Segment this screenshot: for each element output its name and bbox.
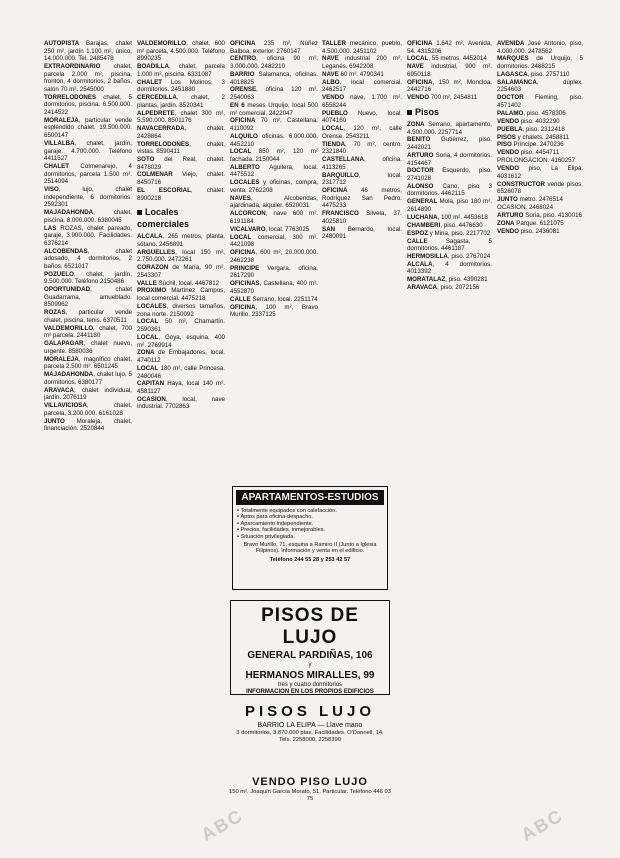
classified-entry: VICALVARO, local. 7763025 [230, 225, 310, 233]
watermark-logo: ABC [197, 805, 247, 845]
classified-entry: CALLE Serrano, local. 2251174 [230, 295, 318, 303]
column-4 [322, 40, 402, 482]
classified-entry: ROZAS, particular vende chalet, piscina, tenis. 6370511 [44, 309, 132, 324]
classified-entry: PISOS y chalets. 2458811 [497, 133, 570, 141]
classified-entry: ORENSE, oficina 120 m². 2540063 [230, 86, 318, 102]
classified-entry: GALAPAGAR, chalet nuevo, urgente. 8580036 [44, 340, 132, 355]
classified-entry: BARRIO Salamanca, oficinas. 4018825 [230, 70, 318, 86]
classified-entry: VENDO nave, 1.700 m². 6558244 [322, 94, 402, 109]
ad-bullet: • Aptos para oficina-despacho. [237, 514, 383, 520]
classified-entry: CALLE Sagasta, 5 dormitorios. 4461187 [407, 237, 492, 253]
classified-entry: LOCAL, Goya, esquina, 400 m². 2769914 [137, 333, 225, 349]
classified-entry: MARQUES de Urquijo, 5 dormitorios. 2488215 [497, 55, 583, 71]
ad-elipa-details: 3 dormitorios, 3.870.000 ptas. Facilidades. O'Donnell, 14. Tels. 2258000, 2258390 [236, 730, 384, 743]
column-1-entries [44, 40, 132, 433]
classified-entry: OFICINAS, Castellana, 400 m². 4552870 [230, 280, 318, 295]
classified-entry: PROLONGACION. 4160257 [497, 157, 576, 165]
classified-entry: ZONA de Embajadores, local. 4740112 [137, 349, 225, 365]
classified-entry: ARAVACA, chalet individual, jardín. 2076119 [44, 386, 132, 402]
classified-entry: OFICINA 1.642 m², Avenida, 54. 4315206 [407, 40, 492, 55]
classified-entry: ARAVACA, piso. 2072156 [407, 284, 480, 292]
classified-entry: VENDO 700 m², 2454811 [407, 94, 478, 102]
classified-entry: PUEBLO Nuevo, local. 4074160 [322, 109, 402, 125]
ad-pisos-address-1: GENERAL PARDIÑAS, 106 [247, 650, 373, 661]
classified-entry: NAVE industrial 200 m², Leganés. 6942208 [322, 55, 402, 71]
classified-entry: MORALEJA, particular vende espléndido chalet. 19.500.000. 6500147 [44, 116, 132, 140]
classified-entry: ALCALA, 265 metros, planta, sótano. 2456891 [137, 233, 225, 248]
section-heading-pisos: Pisos [407, 106, 492, 118]
classified-entry: VENDO piso. 4032290 [497, 117, 560, 125]
classified-entry: LOCALES, diversos tamaños, zona norte. 2150092 [137, 302, 225, 318]
classified-entry: OCASION. 2468024 [497, 203, 554, 211]
classified-entry: DOCTOR Esquerdo, piso. 2741028 [407, 167, 492, 182]
classified-entry: CORAZON de María, 90 m². 2543307 [137, 264, 225, 279]
classified-entry: OFICINA, 150 m², Moncloa. 2442716 [407, 78, 492, 94]
classified-entry: ALCOBENDAS, chalet adosado, 4 dormitorios, 2 baños. 6521017 [44, 247, 132, 270]
classified-entry: VENDO piso. 2436081 [497, 227, 560, 235]
classified-entry: ALCALA, 4 dormitorios. 4013392 [407, 260, 492, 276]
column-5 [407, 40, 492, 848]
ad-pisos-rooms: tres y cuatro dormitorios [277, 682, 343, 688]
classified-entry: OPORTUNIDAD, chalet Guadarrama, amueblado. 8509962 [44, 286, 132, 309]
classified-entry: LOCAL 180 m², calle Princesa. 2480046 [137, 364, 225, 380]
classified-entry: ALBERTO Aguilera, local. 4475512 [230, 163, 318, 179]
classified-entry: VENDO piso, La Elipa. 4031612 [497, 165, 583, 180]
classified-entry: ALPEDRETE, chalet 300 m², 5.590.000. 8501176 [137, 109, 225, 125]
classified-entry: VENDO piso. 4454711 [497, 149, 560, 157]
column-2-entries [137, 40, 225, 202]
section-heading-locales: Locales comerciales [137, 207, 190, 230]
classified-entry: CHALET Colmenarejo, 4 dormitorios, parcela 1.500 m². 2514094 [44, 162, 132, 186]
classified-entry: ARTURO Soria, 4 dormitorios. 4154467 [407, 151, 492, 167]
classified-entry: OFICINA, 600 m², 20.000.000. 2462238 [230, 249, 318, 264]
column-6 [497, 40, 583, 848]
ad-apartamentos-address: Bravo Murillo, 71, esquina a Ramiro II (Junto a Iglesia Filipinos). Información y venta en el edificio. [243, 542, 377, 555]
ad-vendo-title: VENDO PISO LUJO [252, 776, 368, 788]
classified-entry: BARQUILLO, local. 2317712 [322, 171, 402, 187]
column-5-entries-pisos [407, 121, 492, 292]
classified-entry: SAN Bernardo, local. 2480091 [322, 225, 402, 241]
classified-entry: EXTRAORDINARIO chalet, parcela 2.000 m², piscina, frontón, 4 dormitorios, 2 baños, salón 70 m². 2545000 [44, 63, 132, 93]
classified-entry: ALBO, local comercial. 2462517 [322, 78, 402, 94]
classified-entry: BENITO Gutiérrez, piso. 2442021 [407, 136, 492, 152]
classified-entry: VISO, lujo, chalet independiente, 6 dormitorios. 2592301 [44, 186, 132, 209]
classified-entry: POZUELO, chalet, jardín, 9.500.000. Teléfono 2150486 [44, 270, 132, 286]
classified-entry: ZONA Parque. 6121075 [497, 219, 564, 227]
classified-entry: MORALEJA, magnífico chalet, parcela 2.500 m². 6501245 [44, 355, 132, 371]
classified-entry: OFICINA 46 metros, Rodríguez San Pedro. 4475233 [322, 187, 402, 210]
classified-entry: CAPITAN Haya, local 140 m². 4581127 [137, 380, 225, 395]
ad-bullet: • Totalmente equipados con calefacción. [237, 508, 383, 514]
column-4-entries [322, 40, 402, 241]
classified-entry: VALLE Súchil, local. 4467812 [137, 279, 220, 287]
ad-vendo-piso-lujo [228, 775, 392, 803]
classified-entry: EN 6 meses Urquijo, local 500 m² comercial. 2422047 [230, 101, 318, 117]
classified-entry: VALDEMORILLO, chalet, 700 m² parcela. 2441180 [44, 324, 132, 340]
ad-pisos-de-lujo [230, 600, 390, 695]
ad-bullet: • Situación privilegiada. [237, 534, 383, 540]
classified-entry: ALQUILO oficinas. 6.000.000. 4452210 [230, 132, 318, 148]
classified-entry: LOCAL, 120 m², calle Orense. 2543211 [322, 125, 402, 140]
classified-entry: GENERAL Mola, piso 180 m². 2614890 [407, 198, 492, 213]
classified-entry: PALAMO, piso. 4578306 [497, 109, 566, 117]
ad-pisos-de-lujo-title: PISOS DE LUJO [261, 605, 359, 648]
classified-entry: TIENDA, 70 m², centro. 2321840 [322, 140, 402, 156]
column-5-entries [407, 40, 492, 102]
ad-vendo-details: 150 m². Joaquín García Morato, 51. Particular. Teléfono 446 03 75 [229, 789, 391, 802]
column-3-entries [230, 40, 318, 319]
classified-entry: LAGASCA, piso. 2757110 [497, 70, 570, 78]
classified-entry: AUTOPISTA Barajas, chalet 250 m², jardín 1.100 m², único, 14.000.000. Tel. 2485478 [44, 40, 132, 63]
ad-elipa-title: PISOS LUJO [244, 703, 376, 720]
classified-entry: ALCORCON, nave 600 m². 6191184 [230, 210, 318, 225]
classified-entry: MAJADAHONDA, chalet, piscina. 8.000.000. 6380045 [44, 209, 132, 224]
column-2 [137, 40, 225, 848]
classified-entry: HERMOSILLA, piso. 2767024 [407, 253, 491, 260]
classified-entry: JUNTO metro. 2476514 [497, 196, 563, 204]
classified-entry: CHAMBERI, piso. 4476630 [407, 221, 483, 229]
classified-entry: FRANCISCO Silvela, 37. 4025810 [322, 210, 402, 225]
classified-entry: LOCAL comercial, 300 m². 4421098 [230, 233, 318, 249]
column-6-entries [497, 40, 583, 235]
classified-entry: LOCAL, 55 metros. 4452014 [407, 55, 487, 63]
classified-entry: COLMENAR Viejo, chalet. 8450716 [137, 171, 225, 187]
classified-entry: NAVE 60 m². 4790341 [322, 70, 384, 78]
column-2-entries-locales [137, 233, 225, 411]
classified-entry: CERCEDILLA, chalet, 2 plantas, jardín. 8520341 [137, 94, 225, 109]
ad-bullet: • Precios, facilidades, inmejorables. [237, 527, 383, 533]
ad-apartamentos-title: APARTAMENTOS-ESTUDIOS [236, 490, 384, 505]
watermark-logo: ABC [517, 805, 567, 845]
classified-entry: PRINCIPE Vergara, oficina. 2617290 [230, 264, 318, 280]
classified-entry: MAJADAHONDA, chalet lujo, 5 dormitorios. 6380177 [44, 371, 132, 386]
classified-entry: LOCAL 50 m², Chamartín. 2590361 [137, 318, 225, 334]
classified-entry: DOCTOR Fleming, piso. 4571402 [497, 94, 583, 109]
classified-entry: LOCALES y oficinas, compra, venta. 2762208 [230, 179, 318, 194]
classified-entry: CENTRO, oficina 90 m², 3.000.000. 2482210 [230, 55, 318, 71]
classified-entry: OFICINA 235 m², Núñez Balboa, exterior. 2760147 [230, 40, 318, 55]
classified-entry: NAVE industrial, 900 m². 6950118 [407, 63, 492, 78]
ad-pisos-lujo-elipa [230, 703, 390, 744]
classified-entry: ESPOZ y Mina, piso. 2217702 [407, 229, 491, 237]
classified-entry: PUEBLA, piso. 2312418 [497, 125, 565, 133]
classified-entry: TALLER mecánico, pueblo, 4.500.000. 2451102 [322, 40, 402, 55]
classified-entry: EL ESCORIAL, chalet. 8900218 [137, 186, 225, 202]
ad-bullet: • Aparcamiento independiente. [237, 521, 383, 527]
ad-elipa-subtitle: BARRIO LA ELIPA — Llave mano [257, 722, 363, 729]
classified-entry: OCASION, local, nave industrial. 7702863 [137, 395, 225, 411]
classified-entry: AVENIDA José Antonio, piso, 4.000.000. 2478562 [497, 40, 583, 55]
ad-pisos-conj: y [308, 662, 312, 668]
classified-entry: LOCAL 850 m², 120 m² fachada. 2150044 [230, 148, 318, 163]
classified-entry: NAVES, Alcobendas, ajardinada, alquiler. 6520031 [230, 194, 318, 210]
classified-entry: ALONSO Cano, piso 3 dormitorios. 4462115 [407, 182, 492, 198]
classified-entry: TORRELODONES chalet, 5 dormitorios, piscina. 6.500.000. 2414522 [44, 93, 132, 116]
classified-entry: SOTO del Real, chalet. 8476029 [137, 155, 225, 171]
classified-entry: ARGUELLES, local 150 m², 2.750.000. 2472261 [137, 248, 225, 264]
classified-entry: VALDEMORILLO, chalet, 600 m² parcela, 4.500.000. Teléfono 8990235 [137, 40, 225, 63]
classified-entry: TORRELODONES, chalet, vistas. 8590411 [137, 140, 225, 156]
classified-entry: BOADILLA, chalet, parcela 1.000 m², piscina. 6331087 [137, 63, 225, 78]
ad-apartamentos-phone: Teléfono 244 55 28 y 253 42 57 [269, 556, 351, 563]
column-3 [230, 40, 318, 482]
classified-entry: SALAMANCA, dúplex. 2254603 [497, 78, 583, 94]
column-1 [44, 40, 132, 848]
ad-apartamentos-bullets [237, 508, 383, 540]
classified-entry: CONSTRUCTOR vende pisos. 6526078 [497, 180, 583, 196]
classified-entry: LAS ROZAS, chalet pareado, garaje, 3.900.000. Facilidades. 6376214 [44, 224, 132, 247]
classified-entry: CHALET Los Molinos, 3 dormitorios. 2451880 [137, 78, 225, 94]
classified-entry: NAVACERRADA, chalet. 2428864 [137, 125, 225, 140]
classified-entry: JUNTO Moraleja, chalet, financiación. 2520844 [44, 417, 132, 433]
ad-apartamentos-estudios [232, 486, 388, 590]
classified-entry: MORATALAZ, piso. 4390281 [407, 276, 488, 284]
classified-entry: ARTURO Soria, piso. 4130016 [497, 211, 582, 219]
classified-entry: LUCHANA, 100 m². 4453618 [407, 213, 488, 221]
classified-entry: PROXIMO Martínez Campos, local comercial. 4475218 [137, 287, 225, 303]
classified-entry: OFICINA, 100 m², Bravo Murillo. 2337125 [230, 303, 318, 319]
classified-entry: VILLALBA, chalet, jardín, garaje. 4.700.000. Teléfono 4411527 [44, 139, 132, 163]
ad-pisos-address-2: HERMANOS MIRALLES, 99 [245, 670, 375, 681]
classified-entry: ZONA Serrano, apartamento, 4.500.000. 2257714 [407, 120, 492, 136]
classified-entry: VILLAVICIOSA, chalet, parcela, 3.200.000. 6161028 [44, 402, 132, 417]
ad-pisos-info: INFORMACION EN LOS PROPIOS EDIFICIOS [246, 689, 374, 695]
classified-entry: PISO Príncipe. 2470236 [497, 141, 564, 149]
classified-entry: CASTELLANA, oficina. 4113265 [322, 156, 402, 171]
classified-entry: OFICINA 70 m², Castellana. 4110092 [230, 117, 318, 133]
